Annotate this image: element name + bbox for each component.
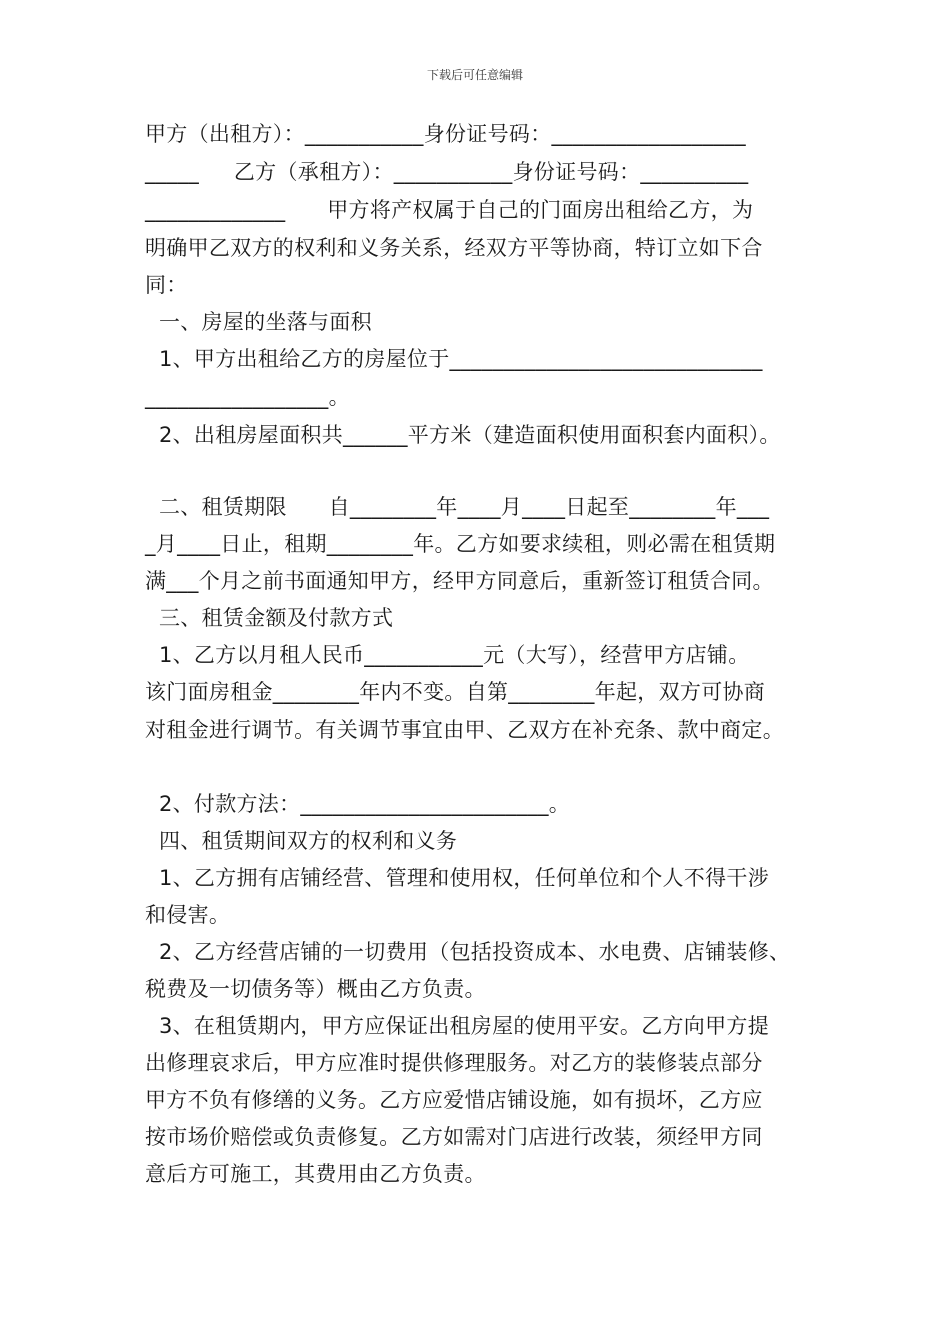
text-line: 出修理哀求后，甲方应准时提供修理服务。对乙方的装修装点部分 bbox=[145, 1051, 763, 1075]
text-line: _____________ 甲方将产权属于自己的门面房出租给乙方，为 bbox=[145, 198, 754, 222]
text-line: 和侵害。 bbox=[145, 903, 231, 927]
text-line: 按市场价赔偿或负责修复。乙方如需对门店进行改装，须经甲方同 bbox=[145, 1125, 763, 1149]
text-line: 该门面房租金________年内不变。自第________年起，双方可协商 bbox=[145, 680, 766, 704]
text-line: 2、付款方法：_______________________。 bbox=[145, 792, 571, 816]
section-heading: 三、租赁金额及付款方式 bbox=[145, 606, 394, 630]
section-heading: 二、租赁期限 自________年____月____日起至________年___ bbox=[145, 495, 770, 519]
text-line: 对租金进行调节。有关调节事宜由甲、乙双方在补充条、款中商定。 bbox=[145, 718, 784, 742]
text-line: 1、乙方拥有店铺经营、管理和使用权，任何单位和个人不得干涉 bbox=[145, 866, 770, 890]
text-line: 2、出租房屋面积共______平方米（建造面积使用面积套内面积）。 bbox=[145, 423, 781, 447]
text-line: 同： bbox=[145, 273, 188, 297]
text-line: 甲方（出租方）：___________身份证号码：__________________ bbox=[145, 122, 746, 146]
text-line: 满___个月之前书面通知甲方，经甲方同意后，重新签订租赁合同。 bbox=[145, 569, 774, 593]
text-line: 1、乙方以月租人民币___________元（大写），经营甲方店铺。 bbox=[145, 643, 750, 667]
text-line: _月____日止，租期________年。乙方如要求续租，则必需在租赁期 bbox=[145, 532, 776, 556]
text-line: 1、甲方出租给乙方的房屋位于_____________________________ bbox=[145, 347, 763, 371]
text-line: _____ 乙方（承租方）：___________身份证号码：__________ bbox=[145, 160, 749, 184]
text-line: 意后方可施工，其费用由乙方负责。 bbox=[145, 1162, 486, 1186]
page-header: 下载后可任意编辑 bbox=[426, 68, 523, 82]
text-line: _________________。 bbox=[145, 385, 350, 409]
text-line: 甲方不负有修缮的义务。乙方应爱惜店铺设施，如有损坏，乙方应 bbox=[145, 1088, 763, 1112]
text-line: 税费及一切债务等）概由乙方负责。 bbox=[145, 977, 486, 1001]
text-line: 3、在租赁期内，甲方应保证出租房屋的使用平安。乙方向甲方提 bbox=[145, 1014, 770, 1038]
section-heading: 四、租赁期间双方的权利和义务 bbox=[145, 829, 458, 853]
text-line: 2、乙方经营店铺的一切费用（包括投资成本、水电费、店铺装修、 bbox=[145, 940, 791, 964]
section-heading: 一、房屋的坐落与面积 bbox=[145, 310, 372, 334]
text-line: 明确甲乙双方的权利和义务关系，经双方平等协商，特订立如下合 bbox=[145, 236, 763, 260]
